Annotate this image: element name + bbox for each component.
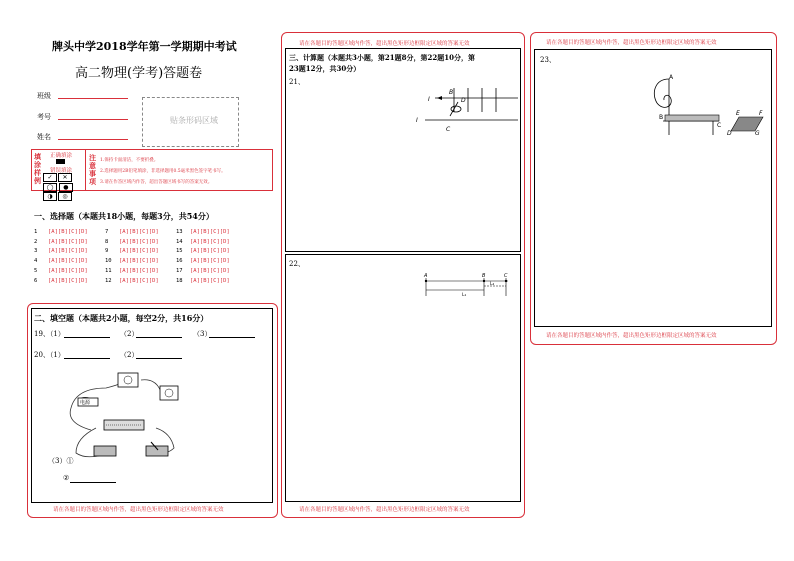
q20-label: 20、（1） [34, 351, 65, 359]
choice-number: 10 [105, 258, 112, 265]
choice-number: 3 [34, 248, 38, 255]
q23-warning-top: 请在各题目的答题区域内作答，超出黑色矩形边框限定区域的答案无效 [546, 40, 717, 46]
calc-title-line1: 三、计算题（本题共3小题，第21题8分，第22题10分，第 [289, 53, 475, 62]
q22-label: 22、 [289, 260, 305, 268]
choice-row-q14[interactable] [176, 239, 230, 245]
choice-row-q10[interactable] [105, 258, 159, 264]
choice-row-q1[interactable] [34, 229, 88, 235]
calc-title-line2: 23题12分，共30分） [289, 64, 361, 73]
q19-2-label: （2） [120, 330, 139, 338]
q20-1-answer[interactable] [64, 358, 110, 359]
choice-options[interactable]: [A][B][C][D] [119, 277, 159, 284]
q19-2-answer[interactable] [136, 337, 182, 338]
svg-text:C: C [504, 273, 508, 279]
choice-row-q11[interactable] [105, 268, 159, 274]
fig23-diagram [645, 73, 770, 138]
svg-text:I: I [416, 117, 418, 124]
choice-row-q7[interactable] [105, 229, 159, 235]
id-label: 考号 [37, 113, 51, 121]
calc-warning-top: 请在各题目的答题区域内作答，超出黑色矩形边框限定区域的答案无效 [299, 41, 470, 47]
choice-row-q18[interactable] [176, 278, 230, 284]
choice-row-q15[interactable] [176, 248, 230, 254]
choice-number: 17 [176, 267, 183, 274]
choice-row-q3[interactable] [34, 248, 88, 254]
choice-row-q6[interactable] [34, 278, 88, 284]
calc-warning-bottom: 请在各题目的答题区域内作答，超出黑色矩形边框限定区域的答案无效 [299, 507, 470, 513]
choice-options[interactable]: [A][B][C][D] [190, 267, 230, 274]
correct-fill-label: 正确填涂 [50, 153, 73, 159]
svg-text:A: A [669, 74, 674, 81]
q23-warning-bottom: 请在各题目的答题区域内作答，超出黑色矩形边框限定区域的答案无效 [546, 333, 717, 339]
circuit-diagram [66, 368, 186, 463]
choice-options[interactable]: [A][B][C][D] [119, 248, 159, 255]
choice-row-q5[interactable] [34, 268, 88, 274]
choice-number: 14 [176, 238, 183, 245]
svg-text:F: F [759, 110, 763, 117]
svg-text:D: D [727, 130, 732, 137]
paper-title: 高二物理(学考)答题卷 [75, 66, 203, 81]
id-field[interactable] [58, 119, 128, 120]
q21-label: 21、 [289, 78, 305, 86]
choice-options[interactable]: [A][B][C][D] [48, 248, 88, 255]
choice-number: 18 [176, 277, 183, 284]
class-field[interactable] [58, 98, 128, 99]
choice-number: 13 [176, 229, 183, 235]
choice-row-q16[interactable] [176, 258, 230, 264]
q19-label: 19、（1） [34, 330, 65, 338]
choice-number: 2 [34, 238, 38, 245]
svg-text:B: B [449, 89, 454, 96]
choice-number: 1 [34, 229, 38, 235]
choice-row-q17[interactable] [176, 268, 230, 274]
choice-options[interactable]: [A][B][C][D] [48, 267, 88, 274]
choice-number: 11 [105, 267, 112, 274]
fill-blank-warning: 请在各题目的答题区域内作答，超出黑色矩形边框限定区域的答案无效 [53, 507, 224, 513]
q20-3-1-label: （3）① [48, 457, 74, 465]
choice-row-q9[interactable] [105, 248, 159, 254]
svg-text:I: I [428, 96, 430, 103]
choice-row-q4[interactable] [34, 258, 88, 264]
name-label: 姓名 [37, 133, 51, 141]
choice-options[interactable]: [A][B][C][D] [190, 258, 230, 265]
correct-fill-mark [56, 159, 65, 164]
name-field[interactable] [58, 139, 128, 140]
fill-example-title: 填 涂 样 例 [34, 152, 41, 185]
choice-options[interactable]: [A][B][C][D] [190, 277, 230, 284]
svg-text:L₁: L₁ [462, 293, 467, 298]
choice-number: 5 [34, 267, 38, 274]
q19-1-answer[interactable] [64, 337, 110, 338]
choice-number: 15 [176, 248, 183, 255]
wrong-fill-label: 错误填涂 [50, 168, 73, 174]
choice-options[interactable]: [A][B][C][D] [48, 229, 88, 235]
svg-text:G: G [755, 130, 760, 137]
choice-options[interactable]: [A][B][C][D] [119, 229, 159, 235]
choice-number: 6 [34, 277, 38, 284]
svg-text:电源: 电源 [80, 400, 91, 406]
q20-2-answer[interactable] [136, 358, 182, 359]
choice-row-q8[interactable] [105, 239, 159, 245]
choice-number: 12 [105, 277, 112, 284]
choice-options[interactable]: [A][B][C][D] [48, 258, 88, 265]
svg-text:B: B [659, 114, 664, 121]
fig21-diagram [410, 82, 520, 137]
choice-number: 8 [105, 238, 109, 245]
notice-title: 注 意 事 项 [89, 153, 96, 186]
choice-number: 16 [176, 258, 183, 265]
notice-item-2: 2.选择题用2B铅笔填涂，非选择题用0.5毫米黑色签字笔书写。 [100, 169, 226, 174]
choice-row-q2[interactable] [34, 239, 88, 245]
fill-blank-title: 二、填空题（本题共2小题，每空2分，共16分） [34, 313, 209, 323]
choice-options[interactable]: [A][B][C][D] [190, 248, 230, 255]
q21-answer-frame[interactable] [285, 48, 521, 252]
svg-text:C: C [446, 126, 451, 133]
choice-number: 7 [105, 229, 109, 235]
svg-text:D: D [461, 97, 466, 104]
choice-row-q12[interactable] [105, 278, 159, 284]
choice-options[interactable]: [A][B][C][D] [119, 258, 159, 265]
choice-options[interactable]: [A][B][C][D] [48, 238, 88, 245]
svg-text:B: B [482, 273, 486, 279]
q19-3-label: （3） [193, 330, 212, 338]
q20-3-2-answer[interactable] [70, 482, 116, 483]
choice-number: 4 [34, 258, 38, 265]
choice-options[interactable]: [A][B][C][D] [48, 277, 88, 284]
barcode-label: 贴条形码区域 [170, 116, 218, 125]
choice-section-title: 一、选择题（本题共18小题，每题3分，共54分） [34, 211, 214, 221]
q20-3-2-label: ② [63, 474, 70, 482]
class-label: 班级 [37, 92, 51, 100]
q23-label: 23、 [540, 56, 556, 64]
choice-number: 9 [105, 248, 109, 255]
q19-3-answer[interactable] [209, 337, 255, 338]
svg-text:E: E [736, 110, 740, 117]
school-title: 牌头中学2018学年第一学期期中考试 [52, 40, 237, 53]
svg-text:C: C [717, 122, 722, 129]
choice-options[interactable]: [A][B][C][D] [190, 238, 230, 245]
choice-row-q13[interactable] [176, 229, 230, 235]
svg-text:A: A [424, 273, 428, 279]
q20-2-label: （2） [120, 351, 139, 359]
svg-text:L₂: L₂ [490, 282, 495, 287]
choice-options[interactable]: [A][B][C][D] [119, 267, 159, 274]
notice-item-3: 3.请在作答区域内作答，超出答题区域书写的答案无效。 [100, 180, 213, 185]
choice-options[interactable]: [A][B][C][D] [119, 238, 159, 245]
notice-item-1: 1.保持卡面清洁，不要折叠。 [100, 158, 159, 163]
choice-options[interactable]: [A][B][C][D] [190, 229, 230, 235]
wrong-fill-marks: ✓ ✕◯ ●◑ ◎ [43, 173, 85, 201]
notice-divider [85, 149, 86, 191]
fig22-diagram [420, 272, 515, 300]
